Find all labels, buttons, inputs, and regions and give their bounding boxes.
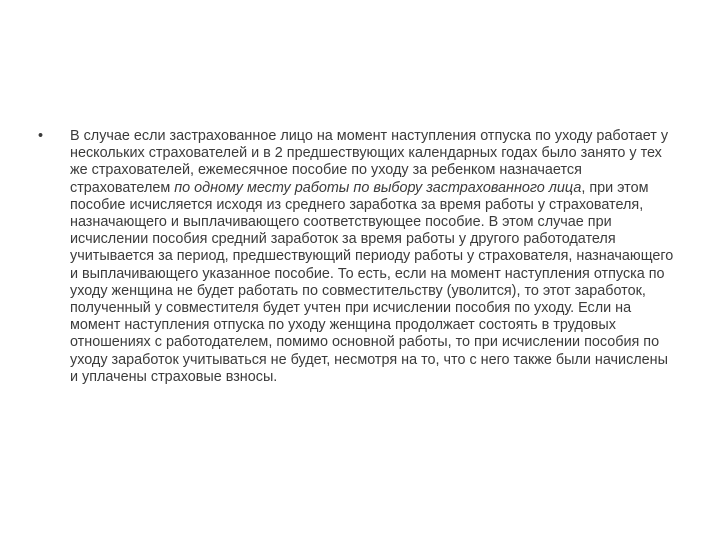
bullet-text-part2: , при этом пособие исчисляется исходя из среднего заработка за время работы у страхователя, назначающего и выплачивающего соответствующее пособие. В этом случае при исчислении пособия средний заработок за время работы у другого работодателя учитывается за период, предшествующий периоду работы у страхователя, назначающего и выплачивающего указанное пособие. То есть, если на момент наступления отпуска по уходу женщина не будет работать по совместительству (уволится), то этот заработок, полученный у совместителя будет учтен при исчислении пособия по уходу. Если на момент наступления отпуска по уходу женщина продолжает состоять в трудовых отношениях с работодателем, помимо основной работы, то при исчислении пособия по уходу заработок учитываться не будет, несмотря на то, что с него также были начислены и уплачены страховые взносы. [70,179,674,385]
bullet-text-part1: В случае если застрахованное лицо на момент наступления отпуска по уходу работает у нескольких страхователей и в 2 предшествующих календарных годах было занято у тех же страхователей, ежемесячное пособие по уходу за ребенком назначается страхователем [70,128,669,196]
bullet-text-emphasis: по одному месту работы по выбору застрахованного лица [174,179,582,196]
bullet-item [38,128,678,386]
bullet-marker: • [38,128,44,144]
bullet-list [38,128,678,386]
bullet-text [70,128,673,385]
